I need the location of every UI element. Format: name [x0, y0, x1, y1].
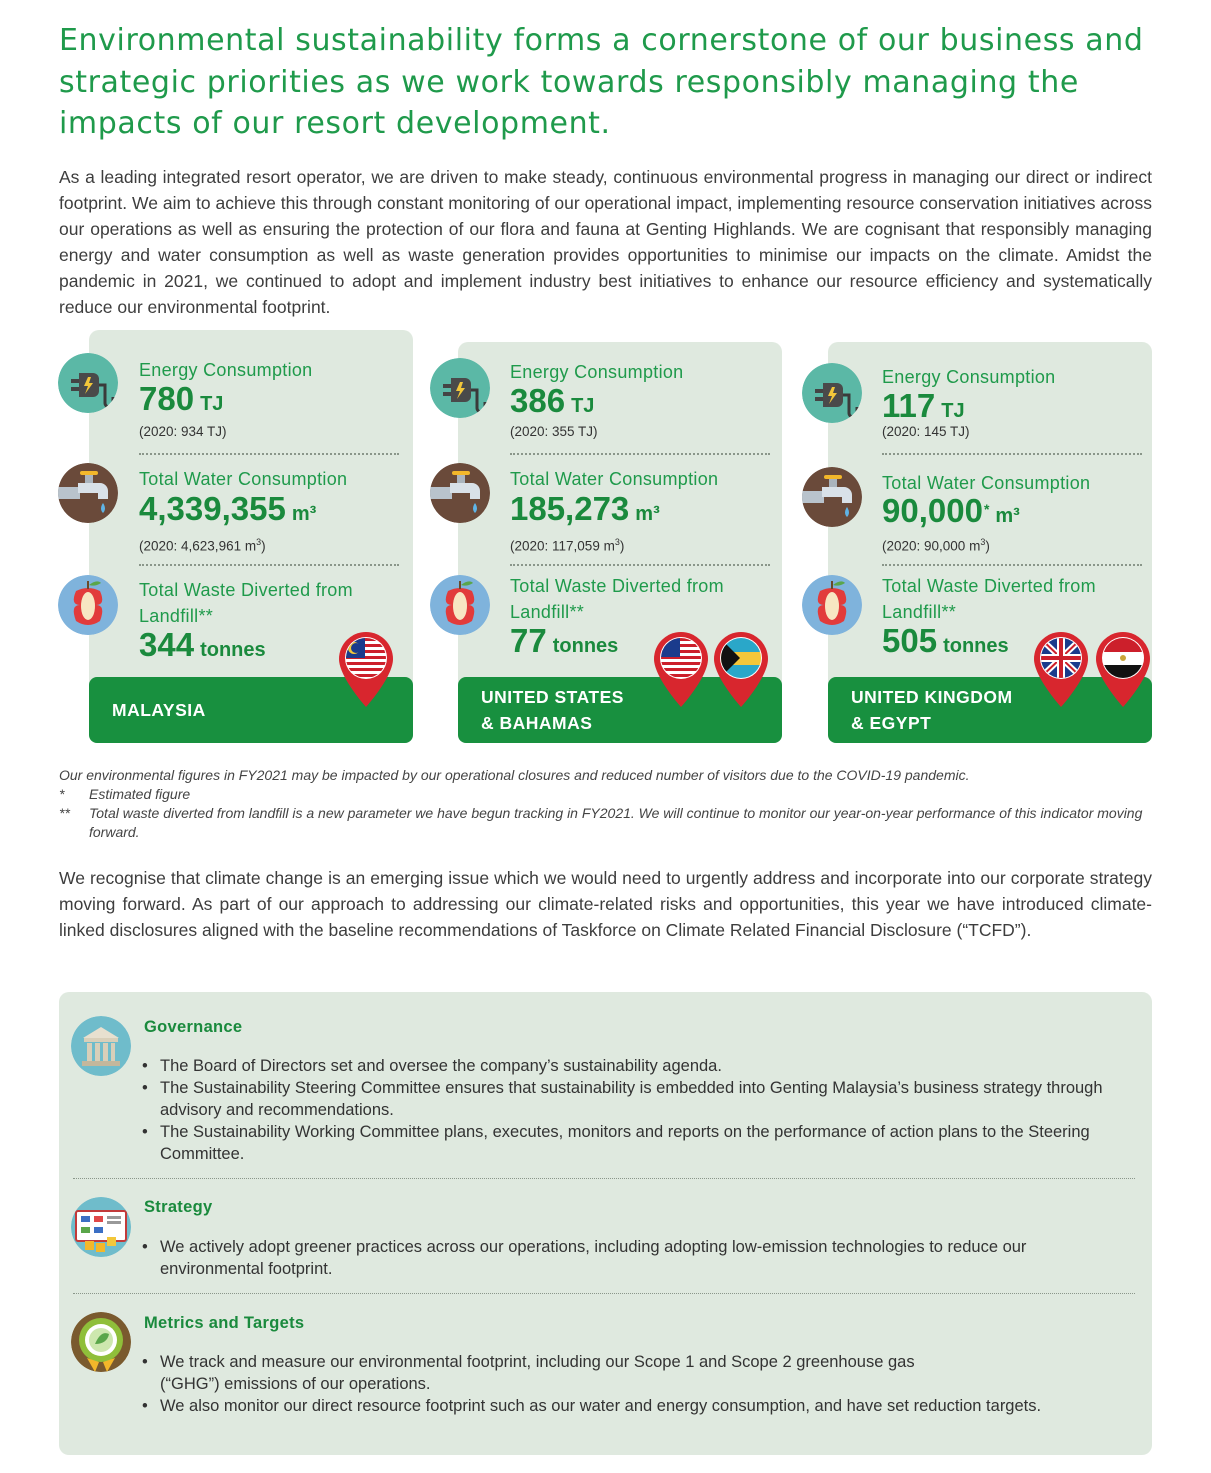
list-item: • The Sustainability Steering Committee ensures that sustainability is embedded into Genting Malaysia’s business strategy through advisory and recommendations.: [140, 1077, 1140, 1121]
intro-paragraph: As a leading integrated resort operator, we are driven to make steady, continuous environmental progress in managing our direct or indirect footprint. We aim to achieve this through constant monitoring of our operational impact, implementing resource conservation initiatives across our operations as well as ensuring the protection of our flora and fauna at Genting Highlands. We are cognisant that responsibly managing energy and water consumption as well as waste generation provides opportunities to minimise our impacts on the climate. Amidst the pandemic in 2021, we continued to adopt and implement industry best initiatives to enhance our resource efficiency and systematically reduce our environmental footprint.: [59, 167, 1152, 317]
list-item: • We also monitor our direct resource footprint such as our water and energy consumption, and have set reduction targets.: [140, 1395, 1140, 1417]
apple-core-icon: [58, 575, 118, 635]
region-label-uk-egypt: UNITED KINGDOM & EGYPT: [828, 677, 1152, 743]
egypt-flag-pin-icon: [1092, 630, 1154, 710]
waste-value: 344 tonnes: [139, 626, 266, 663]
divider: [139, 564, 399, 566]
list-item: • We track and measure our environmental footprint, including our Scope 1 and Scope 2 greenhouse gas (“GHG”) emissions of our operations.: [140, 1351, 920, 1395]
list-item: • The Sustainability Working Committee plans, executes, monitors and reports on the performance of action plans to the Steering Committee.: [140, 1121, 1140, 1165]
uk-flag-pin-icon: [1030, 630, 1092, 710]
waste-value: 77 tonnes: [510, 622, 619, 659]
water-value: 4,339,355 m³: [139, 490, 317, 527]
metrics-title: Metrics and Targets: [144, 1314, 305, 1332]
energy-plug-icon: [58, 353, 118, 413]
water-tap-icon: [430, 463, 490, 523]
water-label: Total Water Consumption: [882, 473, 1091, 493]
water-value: 185,273 m³: [510, 490, 660, 527]
metrics-target-medal-icon: [71, 1312, 131, 1372]
water-label: Total Water Consumption: [139, 469, 348, 489]
apple-core-icon: [430, 575, 490, 635]
divider: [73, 1178, 1135, 1179]
governance-title: Governance: [144, 1018, 243, 1036]
divider: [510, 453, 770, 455]
energy-value: 780 TJ: [139, 380, 224, 417]
energy-plug-icon: [802, 363, 862, 423]
list-item: • We actively adopt greener practices across our operations, including adopting low-emission technologies to reduce our environmental footprint.: [140, 1236, 1100, 1280]
footnote-waste: ** Total waste diverted from landfill is a new parameter we have begun tracking in FY2021. We will continue to monitor our year-on-year performance of this indicator moving forward.: [59, 805, 1143, 840]
energy-value: 117 TJ: [882, 387, 965, 424]
malaysia-flag-pin-icon: [335, 630, 397, 710]
tcfd-summary-box: [59, 992, 1152, 1455]
region-label-malaysia: MALAYSIA: [89, 677, 413, 743]
usa-flag-pin-icon: [650, 630, 712, 710]
governance-building-icon: [71, 1016, 131, 1076]
divider: [510, 564, 770, 566]
page-headline: Environmental sustainability forms a cornerstone of our business and strategic priorities as we work towards responsibly managing the impacts of our resort development.: [59, 23, 1144, 141]
governance-list: [140, 1055, 1140, 1165]
region-label-us-bahamas: UNITED STATES & BAHAMAS: [458, 677, 782, 743]
energy-previous: (2020: 355 TJ): [510, 424, 598, 439]
climate-paragraph: We recognise that climate change is an emerging issue which we would need to urgently address and incorporate into our corporate strategy moving forward. As part of our approach to addressing our climate-related risks and opportunities, this year we have introduced climate-linked disclosures aligned with the baseline recommendations of Taskforce on Climate Related Financial Disclosure (“TCFD”).: [59, 868, 1152, 940]
divider: [882, 564, 1142, 566]
waste-label: Total Waste Diverted from Landfill**: [882, 576, 1096, 622]
water-tap-icon: [802, 467, 862, 527]
strategy-list: [140, 1236, 1100, 1280]
strategy-board-icon: [71, 1197, 131, 1257]
metrics-list: [140, 1351, 920, 1395]
footnote-main: Our environmental figures in FY2021 may be impacted by our operational closures and reduced number of visitors due to the COVID-19 pandemic.: [59, 767, 970, 783]
divider: [882, 453, 1142, 455]
waste-value: 505 tonnes: [882, 622, 1009, 659]
water-label: Total Water Consumption: [510, 469, 719, 489]
energy-value: 386 TJ: [510, 382, 595, 419]
energy-label: Energy Consumption: [139, 360, 313, 380]
water-tap-icon: [58, 463, 118, 523]
water-previous: (2020: 117,059 $m^3$): [510, 537, 625, 554]
strategy-title: Strategy: [144, 1198, 213, 1216]
water-value: 90,000* m³: [882, 492, 1020, 529]
energy-label: Energy Consumption: [882, 367, 1056, 387]
energy-previous: (2020: 145 TJ): [882, 424, 970, 439]
divider: [139, 453, 399, 455]
waste-label: Total Waste Diverted from Landfill**: [510, 576, 724, 622]
bahamas-flag-pin-icon: [710, 630, 772, 710]
footnote-estimated: * Estimated figure: [59, 786, 191, 802]
energy-label: Energy Consumption: [510, 362, 684, 382]
footnotes: [59, 766, 1152, 842]
list-item: • The Board of Directors set and oversee the company’s sustainability agenda.: [140, 1055, 1140, 1077]
energy-previous: (2020: 934 TJ): [139, 424, 227, 439]
apple-core-icon: [802, 575, 862, 635]
water-previous: (2020: 90,000 $m^3$): [882, 537, 990, 554]
metrics-list-continued: [140, 1395, 1140, 1417]
divider: [73, 1293, 1135, 1294]
waste-label: Total Waste Diverted from Landfill**: [139, 580, 353, 626]
water-previous: (2020: 4,623,961 $m^3$): [139, 537, 266, 554]
energy-plug-icon: [430, 358, 490, 418]
